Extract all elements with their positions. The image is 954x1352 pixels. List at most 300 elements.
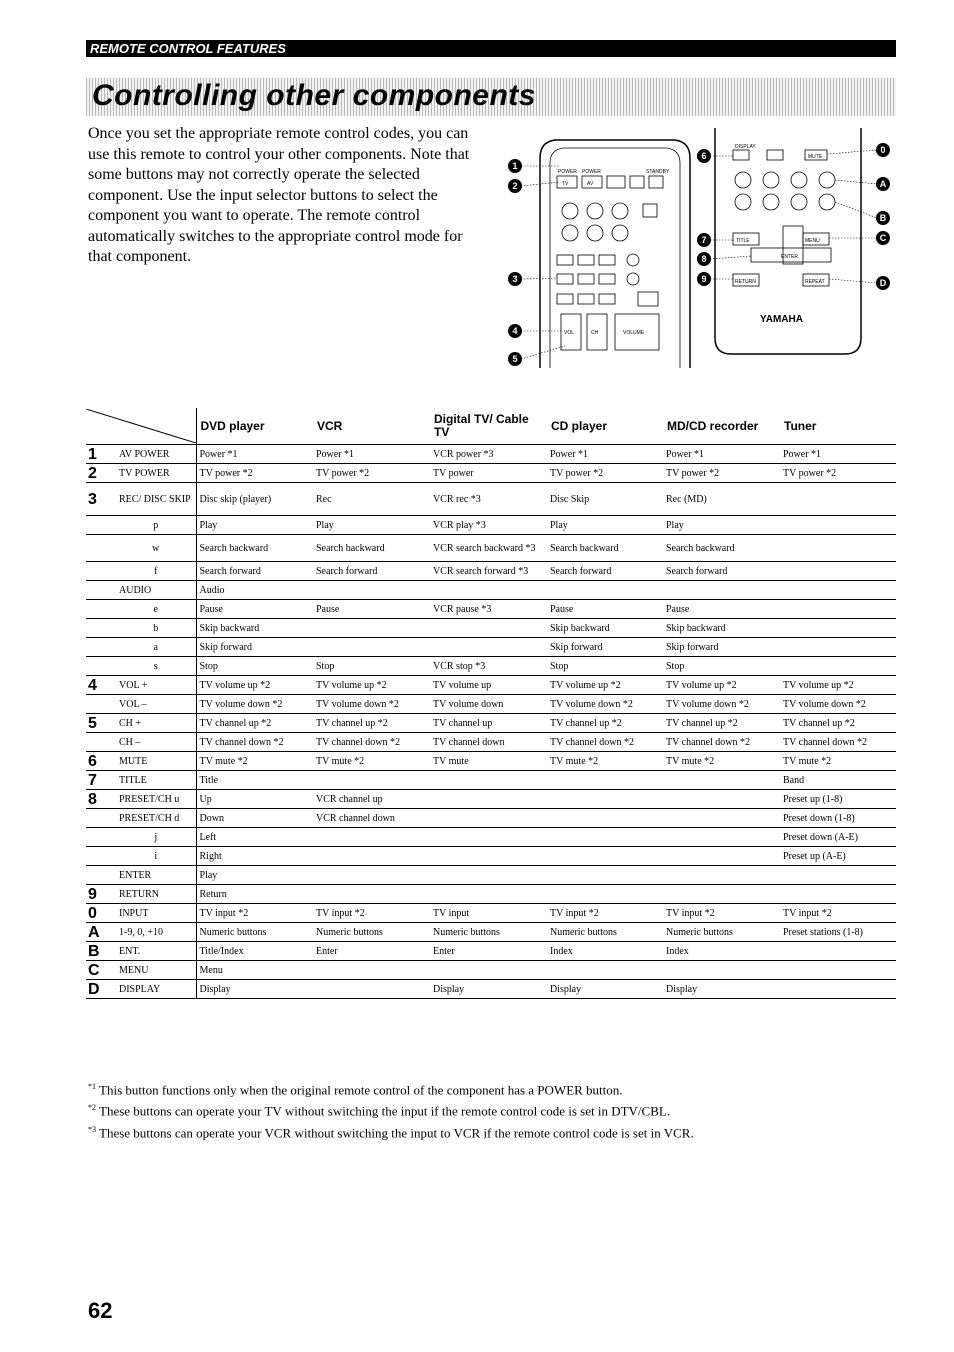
row-callout-number <box>86 535 116 562</box>
table-cell <box>547 771 663 790</box>
callout-a-label: A <box>879 179 887 189</box>
table-cell <box>430 885 547 904</box>
table-cell: Stop <box>547 657 663 676</box>
header-vcr: VCR <box>313 408 430 445</box>
table-cell: TV volume up *2 <box>196 676 313 695</box>
corner-diagonal <box>86 409 196 443</box>
callout-1-label: 1 <box>512 161 518 171</box>
row-button-name: MUTE <box>116 752 196 771</box>
table-cell: Search forward <box>196 562 313 581</box>
callout-5-label: 5 <box>512 354 518 364</box>
table-row <box>86 619 896 638</box>
row-callout-number <box>86 581 116 600</box>
table-cell: Preset stations (1-8) <box>780 923 896 942</box>
table-cell <box>547 809 663 828</box>
table-cell <box>663 790 780 809</box>
row-button-name: s <box>116 657 196 676</box>
table-cell <box>780 600 896 619</box>
table-cell <box>313 980 430 999</box>
table-cell <box>313 885 430 904</box>
table-cell: Skip forward <box>196 638 313 657</box>
table-cell <box>780 619 896 638</box>
table-row <box>86 923 896 942</box>
table-cell <box>430 771 547 790</box>
table-row <box>86 942 896 961</box>
table-row <box>86 866 896 885</box>
row-callout-number <box>86 733 116 752</box>
table-cell: Display <box>430 980 547 999</box>
table-cell <box>780 535 896 562</box>
header-cd: CD player <box>547 408 663 445</box>
table-cell: Power *1 <box>313 445 430 464</box>
table-row <box>86 961 896 980</box>
table-row <box>86 733 896 752</box>
table-row <box>86 752 896 771</box>
row-callout-number: D <box>86 980 116 999</box>
header-dtv: Digital TV/ Cable TV <box>430 408 547 445</box>
table-cell: VCR pause *3 <box>430 600 547 619</box>
table-cell: TV mute *2 <box>547 752 663 771</box>
table-cell <box>780 961 896 980</box>
table-cell: TV volume up *2 <box>663 676 780 695</box>
table-row <box>86 676 896 695</box>
row-callout-number <box>86 562 116 581</box>
row-callout-number: C <box>86 961 116 980</box>
table-row <box>86 847 896 866</box>
table-cell: Pause <box>196 600 313 619</box>
row-callout-number <box>86 847 116 866</box>
table-cell <box>780 657 896 676</box>
row-callout-number: A <box>86 923 116 942</box>
table-cell: Enter <box>313 942 430 961</box>
table-cell <box>313 619 430 638</box>
table-cell: TV volume down <box>430 695 547 714</box>
table-cell: TV input <box>430 904 547 923</box>
table-row <box>86 828 896 847</box>
table-cell <box>313 961 430 980</box>
table-cell <box>663 866 780 885</box>
table-cell: Stop <box>663 657 780 676</box>
table-cell <box>780 980 896 999</box>
row-callout-number: 4 <box>86 676 116 695</box>
table-cell: Audio <box>196 581 313 600</box>
repeat-label: REPEAT <box>805 279 825 285</box>
table-row <box>86 562 896 581</box>
table-cell <box>547 961 663 980</box>
footnote-3-mark: *3 <box>88 1124 96 1134</box>
footnote-3-text: These buttons can operate your VCR without switching the input to VCR if the remote control code is set in VCR. <box>99 1124 694 1140</box>
table-cell: TV power *2 <box>663 464 780 483</box>
table-row <box>86 714 896 733</box>
table-cell <box>663 961 780 980</box>
table-cell: TV input *2 <box>663 904 780 923</box>
mute-label: MUTE <box>808 154 823 160</box>
page-title: Controlling other components <box>92 79 536 112</box>
row-callout-number <box>86 516 116 535</box>
row-button-name: 1-9, 0, +10 <box>116 923 196 942</box>
callout-8-label: 8 <box>701 254 707 264</box>
table-cell: VCR play *3 <box>430 516 547 535</box>
row-button-name: f <box>116 562 196 581</box>
table-cell: TV channel up *2 <box>780 714 896 733</box>
table-row <box>86 516 896 535</box>
table-cell: TV channel down *2 <box>196 733 313 752</box>
table-cell <box>430 809 547 828</box>
row-button-name: a <box>116 638 196 657</box>
callout-c-label: C <box>879 233 887 243</box>
row-callout-number: 3 <box>86 483 116 516</box>
table-cell <box>780 581 896 600</box>
row-button-name: VOL – <box>116 695 196 714</box>
header-dvd: DVD player <box>196 408 313 445</box>
footnote-1-mark: *1 <box>88 1082 96 1091</box>
page-number: 62 <box>88 1298 113 1323</box>
table-row <box>86 535 896 562</box>
row-button-name: AV POWER <box>116 445 196 464</box>
table-cell: TV volume down *2 <box>547 695 663 714</box>
remote-control-illustration <box>505 128 900 368</box>
table-cell: VCR search backward *3 <box>430 535 547 562</box>
table-header-row <box>86 408 896 445</box>
table-cell <box>780 516 896 535</box>
table-cell: TV power *2 <box>547 464 663 483</box>
table-row <box>86 885 896 904</box>
tv-label: TV <box>562 181 569 187</box>
display-label: DISPLAY <box>735 144 756 150</box>
table-cell: Search backward <box>547 535 663 562</box>
table-cell: TV input *2 <box>547 904 663 923</box>
title-band <box>86 78 896 116</box>
table-cell: Search backward <box>313 535 430 562</box>
table-row <box>86 464 896 483</box>
table-cell <box>313 847 430 866</box>
row-button-name: j <box>116 828 196 847</box>
table-row <box>86 980 896 999</box>
callout-2-label: 2 <box>512 181 518 191</box>
table-cell: VCR channel down <box>313 809 430 828</box>
table-cell: Skip forward <box>663 638 780 657</box>
table-cell: TV volume up *2 <box>313 676 430 695</box>
table-cell: Rec <box>313 483 430 516</box>
table-cell: Search backward <box>196 535 313 562</box>
row-button-name: PRESET/CH d <box>116 809 196 828</box>
table-cell: TV mute *2 <box>196 752 313 771</box>
table-body <box>86 445 896 999</box>
table-cell: Skip backward <box>547 619 663 638</box>
table-cell: Disc Skip <box>547 483 663 516</box>
table-cell <box>313 828 430 847</box>
row-callout-number: 6 <box>86 752 116 771</box>
footnote-2 <box>88 1099 898 1120</box>
table-cell: TV power *2 <box>780 464 896 483</box>
row-callout-number <box>86 657 116 676</box>
table-cell: Pause <box>547 600 663 619</box>
table-cell: TV channel down *2 <box>780 733 896 752</box>
table-cell <box>780 638 896 657</box>
table-cell: Power *1 <box>663 445 780 464</box>
left-button-labels <box>558 169 670 336</box>
table-cell: Right <box>196 847 313 866</box>
table-cell: VCR power *3 <box>430 445 547 464</box>
footnote-3 <box>88 1121 898 1142</box>
row-button-name: CH + <box>116 714 196 733</box>
table-cell: TV input *2 <box>780 904 896 923</box>
title-label: TITLE <box>736 238 750 244</box>
yamaha-logo: YAMAHA <box>760 314 803 325</box>
table-cell: Stop <box>313 657 430 676</box>
table-cell: Power *1 <box>196 445 313 464</box>
enter-label: ENTER <box>781 254 798 260</box>
power-label-1: POWER <box>558 169 577 175</box>
header-md: MD/CD recorder <box>663 408 780 445</box>
row-callout-number <box>86 828 116 847</box>
table-cell: Numeric buttons <box>430 923 547 942</box>
table-cell: Search backward <box>663 535 780 562</box>
table-cell <box>780 562 896 581</box>
table-cell <box>547 581 663 600</box>
table-cell: Play <box>547 516 663 535</box>
table-row <box>86 445 896 464</box>
table-cell: TV volume up <box>430 676 547 695</box>
table-cell: Play <box>313 516 430 535</box>
table-cell: Preset down (1-8) <box>780 809 896 828</box>
table-cell: Preset down (A-E) <box>780 828 896 847</box>
vol-label: VOL <box>564 330 575 336</box>
table-cell: TV mute *2 <box>313 752 430 771</box>
table-cell: TV input *2 <box>313 904 430 923</box>
row-button-name: VOL + <box>116 676 196 695</box>
table-cell <box>663 847 780 866</box>
table-cell: TV mute <box>430 752 547 771</box>
row-callout-number <box>86 866 116 885</box>
section-header-bar <box>86 40 896 57</box>
table-cell: TV volume up *2 <box>547 676 663 695</box>
table-cell <box>780 866 896 885</box>
table-cell: TV power <box>430 464 547 483</box>
table-cell: Rec (MD) <box>663 483 780 516</box>
table-cell: TV volume up *2 <box>780 676 896 695</box>
callout-9-label: 9 <box>701 274 707 284</box>
table-cell <box>780 885 896 904</box>
footnote-1 <box>88 1078 898 1099</box>
header-corner-cell <box>86 408 196 445</box>
row-button-name: e <box>116 600 196 619</box>
table-cell <box>430 581 547 600</box>
table-cell <box>430 961 547 980</box>
table-cell: Index <box>547 942 663 961</box>
table-cell: Power *1 <box>780 445 896 464</box>
callout-b-label: B <box>879 213 887 223</box>
right-button-group <box>733 150 835 286</box>
row-button-name: ENT. <box>116 942 196 961</box>
table-cell: Search forward <box>547 562 663 581</box>
table-cell: Numeric buttons <box>547 923 663 942</box>
table-row <box>86 809 896 828</box>
table-cell: Disc skip (player) <box>196 483 313 516</box>
row-callout-number <box>86 638 116 657</box>
table-cell <box>663 771 780 790</box>
table-cell: Preset up (A-E) <box>780 847 896 866</box>
table-row <box>86 771 896 790</box>
table-cell: Return <box>196 885 313 904</box>
table-row <box>86 657 896 676</box>
table-cell: Numeric buttons <box>663 923 780 942</box>
row-callout-number: 7 <box>86 771 116 790</box>
row-callout-number: 1 <box>86 445 116 464</box>
table-cell: TV channel up *2 <box>547 714 663 733</box>
table-cell: TV channel down *2 <box>547 733 663 752</box>
power-label-2: POWER <box>582 169 601 175</box>
table-cell: TV channel down *2 <box>663 733 780 752</box>
table-cell <box>313 866 430 885</box>
table-cell: Play <box>196 866 313 885</box>
table-cell: Play <box>196 516 313 535</box>
row-button-name: AUDIO <box>116 581 196 600</box>
table-cell: TV volume down *2 <box>313 695 430 714</box>
row-button-name: TITLE <box>116 771 196 790</box>
table-cell: Skip backward <box>663 619 780 638</box>
table-cell: Band <box>780 771 896 790</box>
callout-4-label: 4 <box>512 326 518 336</box>
table-cell: Play <box>663 516 780 535</box>
row-button-name: ENTER <box>116 866 196 885</box>
table-cell: TV volume down *2 <box>780 695 896 714</box>
menu-label: MENU <box>805 238 820 244</box>
table-cell: TV channel up *2 <box>196 714 313 733</box>
row-button-name: w <box>116 535 196 562</box>
table-cell: TV volume down *2 <box>663 695 780 714</box>
header-tuner: Tuner <box>780 408 896 445</box>
callout-d-label: D <box>879 278 887 288</box>
row-button-name: TV POWER <box>116 464 196 483</box>
row-callout-number <box>86 809 116 828</box>
table-cell: Display <box>663 980 780 999</box>
row-button-name: i <box>116 847 196 866</box>
table-cell <box>313 638 430 657</box>
table-cell <box>430 847 547 866</box>
table-row <box>86 695 896 714</box>
row-button-name: DISPLAY <box>116 980 196 999</box>
callout-7-label: 7 <box>701 235 707 245</box>
table-cell: TV power *2 <box>313 464 430 483</box>
table-cell: Display <box>547 980 663 999</box>
av-label: AV <box>587 181 594 187</box>
table-cell <box>430 828 547 847</box>
table-cell <box>663 885 780 904</box>
table-cell <box>547 885 663 904</box>
table-row <box>86 904 896 923</box>
table-cell <box>547 790 663 809</box>
table-cell: TV channel down *2 <box>313 733 430 752</box>
row-button-name: b <box>116 619 196 638</box>
table-cell <box>780 942 896 961</box>
table-cell: VCR search forward *3 <box>430 562 547 581</box>
section-header-label: REMOTE CONTROL FEATURES <box>90 41 286 56</box>
table-cell: Power *1 <box>547 445 663 464</box>
footnote-2-text: These buttons can operate your TV without switching the input if the remote control code is set in DTV/CBL. <box>99 1103 671 1119</box>
table-cell: TV channel down <box>430 733 547 752</box>
row-button-name: PRESET/CH u <box>116 790 196 809</box>
table-cell: TV mute *2 <box>663 752 780 771</box>
footnote-1-text: This button functions only when the original remote control of the component has a POWER button. <box>99 1082 623 1098</box>
table-cell: Left <box>196 828 313 847</box>
row-button-name: p <box>116 516 196 535</box>
table-cell <box>780 483 896 516</box>
row-callout-number <box>86 619 116 638</box>
table-row <box>86 600 896 619</box>
table-cell: Skip forward <box>547 638 663 657</box>
callout-0-label: 0 <box>880 145 886 155</box>
row-button-name: MENU <box>116 961 196 980</box>
table-cell: TV mute *2 <box>780 752 896 771</box>
table-cell: Up <box>196 790 313 809</box>
table-cell: Menu <box>196 961 313 980</box>
return-label: RETURN <box>735 279 756 285</box>
ch-label: CH <box>591 330 599 336</box>
left-button-group <box>557 176 663 350</box>
table-cell <box>430 790 547 809</box>
table-cell: Display <box>196 980 313 999</box>
table-cell: Preset up (1-8) <box>780 790 896 809</box>
table-cell: Title <box>196 771 313 790</box>
table-cell: VCR rec *3 <box>430 483 547 516</box>
table-cell <box>663 581 780 600</box>
callout-3-label: 3 <box>512 274 518 284</box>
row-callout-number: B <box>86 942 116 961</box>
table-cell <box>547 828 663 847</box>
table-cell: Pause <box>313 600 430 619</box>
table-row <box>86 483 896 516</box>
table-cell: TV channel up <box>430 714 547 733</box>
table-cell: Enter <box>430 942 547 961</box>
row-button-name: RETURN <box>116 885 196 904</box>
table-cell: VCR stop *3 <box>430 657 547 676</box>
table-cell: Skip backward <box>196 619 313 638</box>
row-callout-number: 5 <box>86 714 116 733</box>
table-cell: Title/Index <box>196 942 313 961</box>
table-cell <box>430 638 547 657</box>
table-cell: Numeric buttons <box>313 923 430 942</box>
table-cell <box>663 809 780 828</box>
table-cell: Search forward <box>313 562 430 581</box>
row-callout-number: 2 <box>86 464 116 483</box>
table-cell <box>313 771 430 790</box>
table-cell <box>313 581 430 600</box>
row-button-name: REC/ DISC SKIP <box>116 483 196 516</box>
table-cell: TV volume down *2 <box>196 695 313 714</box>
table-cell: Pause <box>663 600 780 619</box>
table-cell <box>430 866 547 885</box>
table-row <box>86 638 896 657</box>
row-callout-number: 9 <box>86 885 116 904</box>
table-cell: TV input *2 <box>196 904 313 923</box>
row-callout-number <box>86 695 116 714</box>
callout-6-label: 6 <box>701 151 707 161</box>
component-function-table <box>86 408 896 999</box>
table-cell <box>663 828 780 847</box>
table-cell: Stop <box>196 657 313 676</box>
table-row <box>86 581 896 600</box>
table-row <box>86 790 896 809</box>
volume-label: VOLUME <box>623 330 645 336</box>
table-cell <box>547 866 663 885</box>
row-callout-number <box>86 600 116 619</box>
table-cell: Down <box>196 809 313 828</box>
intro-paragraph: Once you set the appropriate remote control codes, you can use this remote to control your other components. Note that some buttons may not correctly operate the selected component. Use the input selector buttons to select the component you want to operate. The remote control automatically switches to the appropriate control mode for that component. <box>88 125 470 265</box>
table-cell: Index <box>663 942 780 961</box>
footnotes <box>88 1078 898 1142</box>
row-button-name: CH – <box>116 733 196 752</box>
